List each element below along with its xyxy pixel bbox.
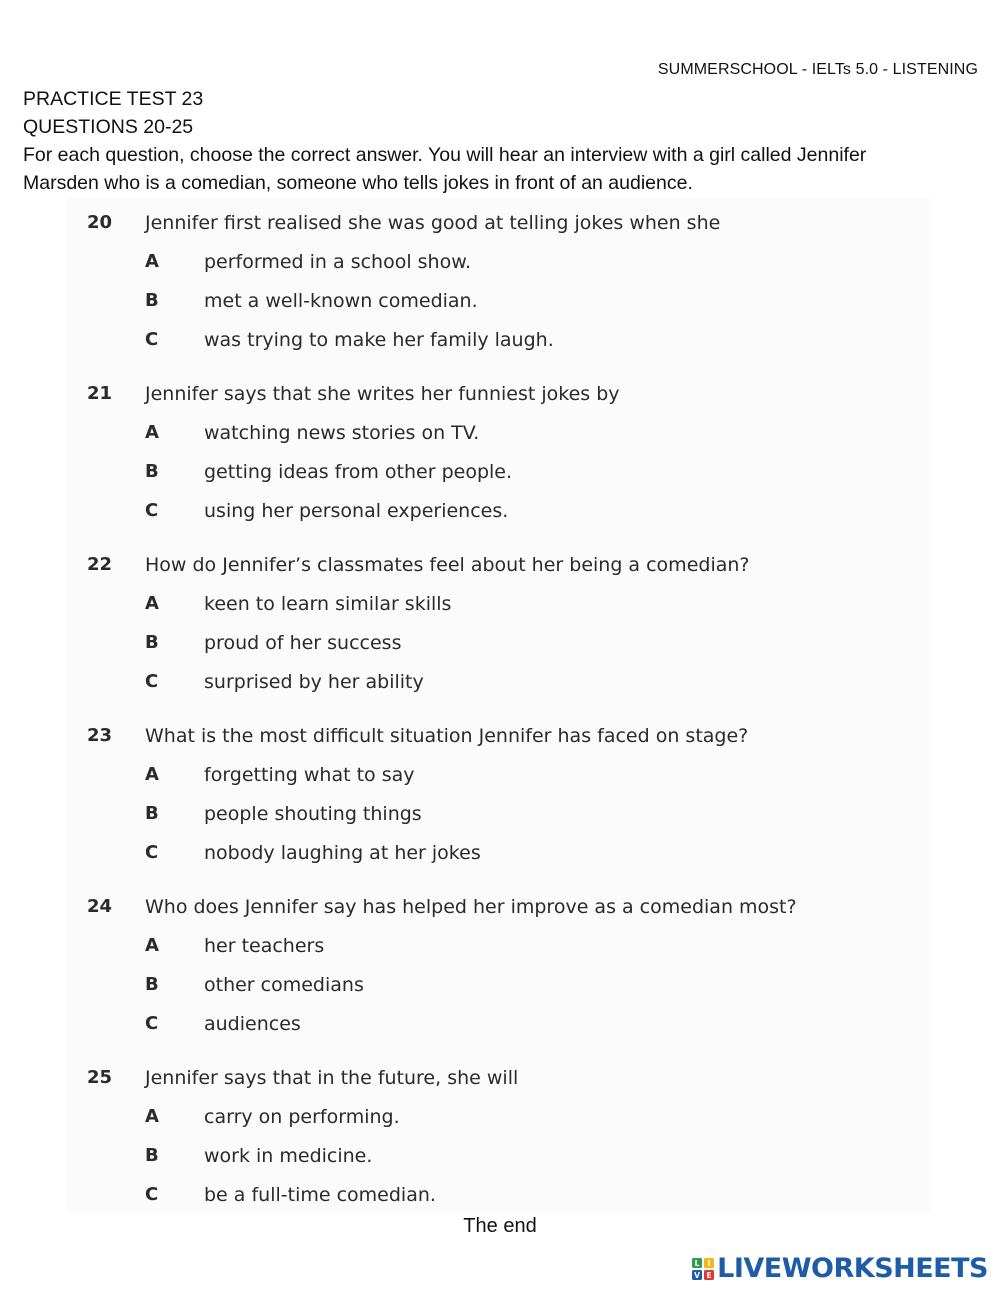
svg-text:I: I	[707, 1258, 711, 1268]
option-c: C was trying to make her family laugh.	[145, 328, 554, 351]
svg-text:E: E	[706, 1270, 712, 1280]
question-25	[87, 1065, 947, 1214]
course-label: SUMMERSCHOOL - IELTs 5.0 - LISTENING	[657, 61, 978, 78]
option-a: A carry on performing.	[145, 1105, 400, 1128]
question-21	[87, 381, 947, 530]
question-number: 21	[87, 383, 113, 404]
test-title: PRACTICE TEST 23	[23, 88, 204, 110]
svg-text:V: V	[694, 1270, 701, 1280]
option-b: B getting ideas from other people.	[145, 460, 513, 483]
option-b: B met a well-known comedian.	[145, 289, 478, 312]
svg-text:L: L	[694, 1258, 700, 1268]
option-a: A forgetting what to say	[145, 763, 415, 786]
instruction-line-1: For each question, choose the correct answer. You will hear an interview with a girl called Jennifer	[23, 144, 867, 166]
logo-text: LIVEWORKSHEETS	[717, 1253, 988, 1284]
question-24	[87, 894, 947, 1043]
question-number: 22	[87, 554, 113, 575]
question-number: 24	[87, 896, 113, 917]
question-20	[87, 210, 947, 359]
instruction-line-2: Marsden who is a comedian, someone who tells jokes in front of an audience.	[23, 172, 693, 194]
questions-range: QUESTIONS 20-25	[23, 116, 194, 138]
option-a: A performed in a school show.	[145, 250, 472, 273]
option-c: C audiences	[145, 1012, 301, 1035]
option-c: C be a full-time comedian.	[145, 1183, 436, 1206]
question-number: 23	[87, 725, 113, 746]
option-b: B proud of her success	[145, 631, 402, 654]
question-text: What is the most difficult situation Jennifer has faced on stage?	[145, 724, 749, 747]
question-text: Jennifer says that she writes her funniest jokes by	[145, 382, 620, 405]
question-text: Who does Jennifer say has helped her improve as a comedian most?	[145, 895, 797, 918]
the-end-text: The end	[463, 1215, 537, 1237]
question-text: How do Jennifer’s classmates feel about her being a comedian?	[145, 553, 750, 576]
question-text: Jennifer first realised she was good at telling jokes when she	[145, 211, 721, 234]
question-22	[87, 552, 947, 701]
option-b: B people shouting things	[145, 802, 422, 825]
liveworksheets-logo	[692, 1253, 988, 1284]
option-c: C surprised by her ability	[145, 670, 424, 693]
question-23	[87, 723, 947, 872]
question-number: 25	[87, 1067, 113, 1088]
option-a: A keen to learn similar skills	[145, 592, 452, 615]
option-a: A her teachers	[145, 934, 325, 957]
question-text: Jennifer says that in the future, she will	[145, 1066, 519, 1089]
liveworksheets-logo-icon	[692, 1258, 714, 1280]
option-c: C using her personal experiences.	[145, 499, 509, 522]
option-a: A watching news stories on TV.	[145, 421, 480, 444]
intro-block	[23, 85, 983, 197]
option-c: C nobody laughing at her jokes	[145, 841, 481, 864]
option-b: B work in medicine.	[145, 1144, 373, 1167]
option-b: B other comedians	[145, 973, 364, 996]
question-number: 20	[87, 212, 113, 233]
